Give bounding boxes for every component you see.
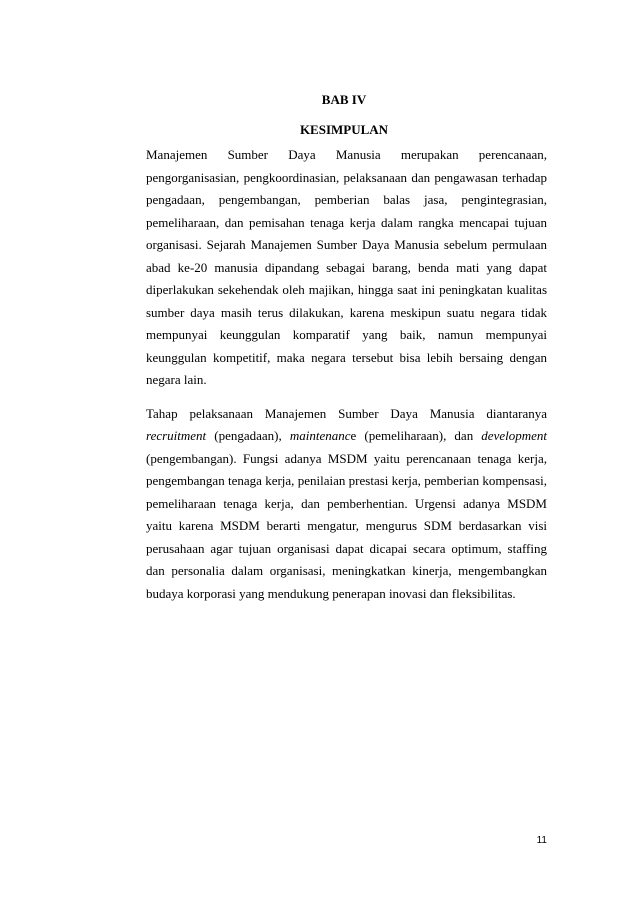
italic-term-maintenance: maintenanc — [289, 428, 351, 443]
text-segment: Manajemen Sumber Daya Manusia merupakan perencanaan, pengorganisasian, pengkoordinasian, pelaksanaan dan pengawasan terhadap pengadaan, pengembangan, pemberian balas jasa, pengintegrasian, pemeliharaan, dan pemisahan tenaga kerja dalam rangka mencapai tujuan organisasi. Sejarah Manajemen Sumber Daya Manusia sebelum permulaan abad ke-20 manusia dipandang sebagai barang, benda mati yang dapat diperlakukan sekehendak oleh majikan, hingga saat ini peningkatan kualitas sumber daya masih terus dilakukan, karena meskipun suatu negara tidak mempunyai keunggulan komparatif yang baik, namun mempunyai keunggulan kompetitif, maka negara tersebut bisa lebih bersaing dengan negara lain. — [146, 147, 547, 387]
text-segment: (pengadaan), — [206, 428, 290, 443]
italic-term-recruitment: recruitment — [146, 428, 207, 443]
text-segment: e (pemeliharaan), dan — [350, 428, 482, 443]
text-segment: Tahap pelaksanaan Manajemen Sumber Daya Manusia diantaranya — [146, 405, 547, 421]
paragraph-1 — [146, 144, 547, 392]
chapter-heading: BAB IV — [321, 92, 367, 107]
page-number: 11 — [536, 835, 547, 846]
italic-term-development: development — [481, 428, 547, 443]
text-segment: (pengembangan). Fungsi adanya MSDM yaitu perencanaan tenaga kerja, pengembangan tenaga kerja, penilaian prestasi kerja, pemberian kompensasi, pemeliharaan tenaga kerja, dan pemberhentian. Urgensi adanya MSDM yaitu karena MSDM berarti mengatur, mengurus SDM berdasarkan visi perusahaan agar tujuan organisasi dapat dicapai secara optimum, staffing dan personalia dalam organisasi, meningkatkan kinerja, mengembangkan budaya korporasi yang mendukung penerapan inovasi dan fleksibilitas. — [146, 450, 547, 601]
body-text — [146, 144, 547, 605]
chapter-title: KESIMPULAN — [299, 122, 389, 137]
paragraph-2 — [146, 403, 547, 606]
